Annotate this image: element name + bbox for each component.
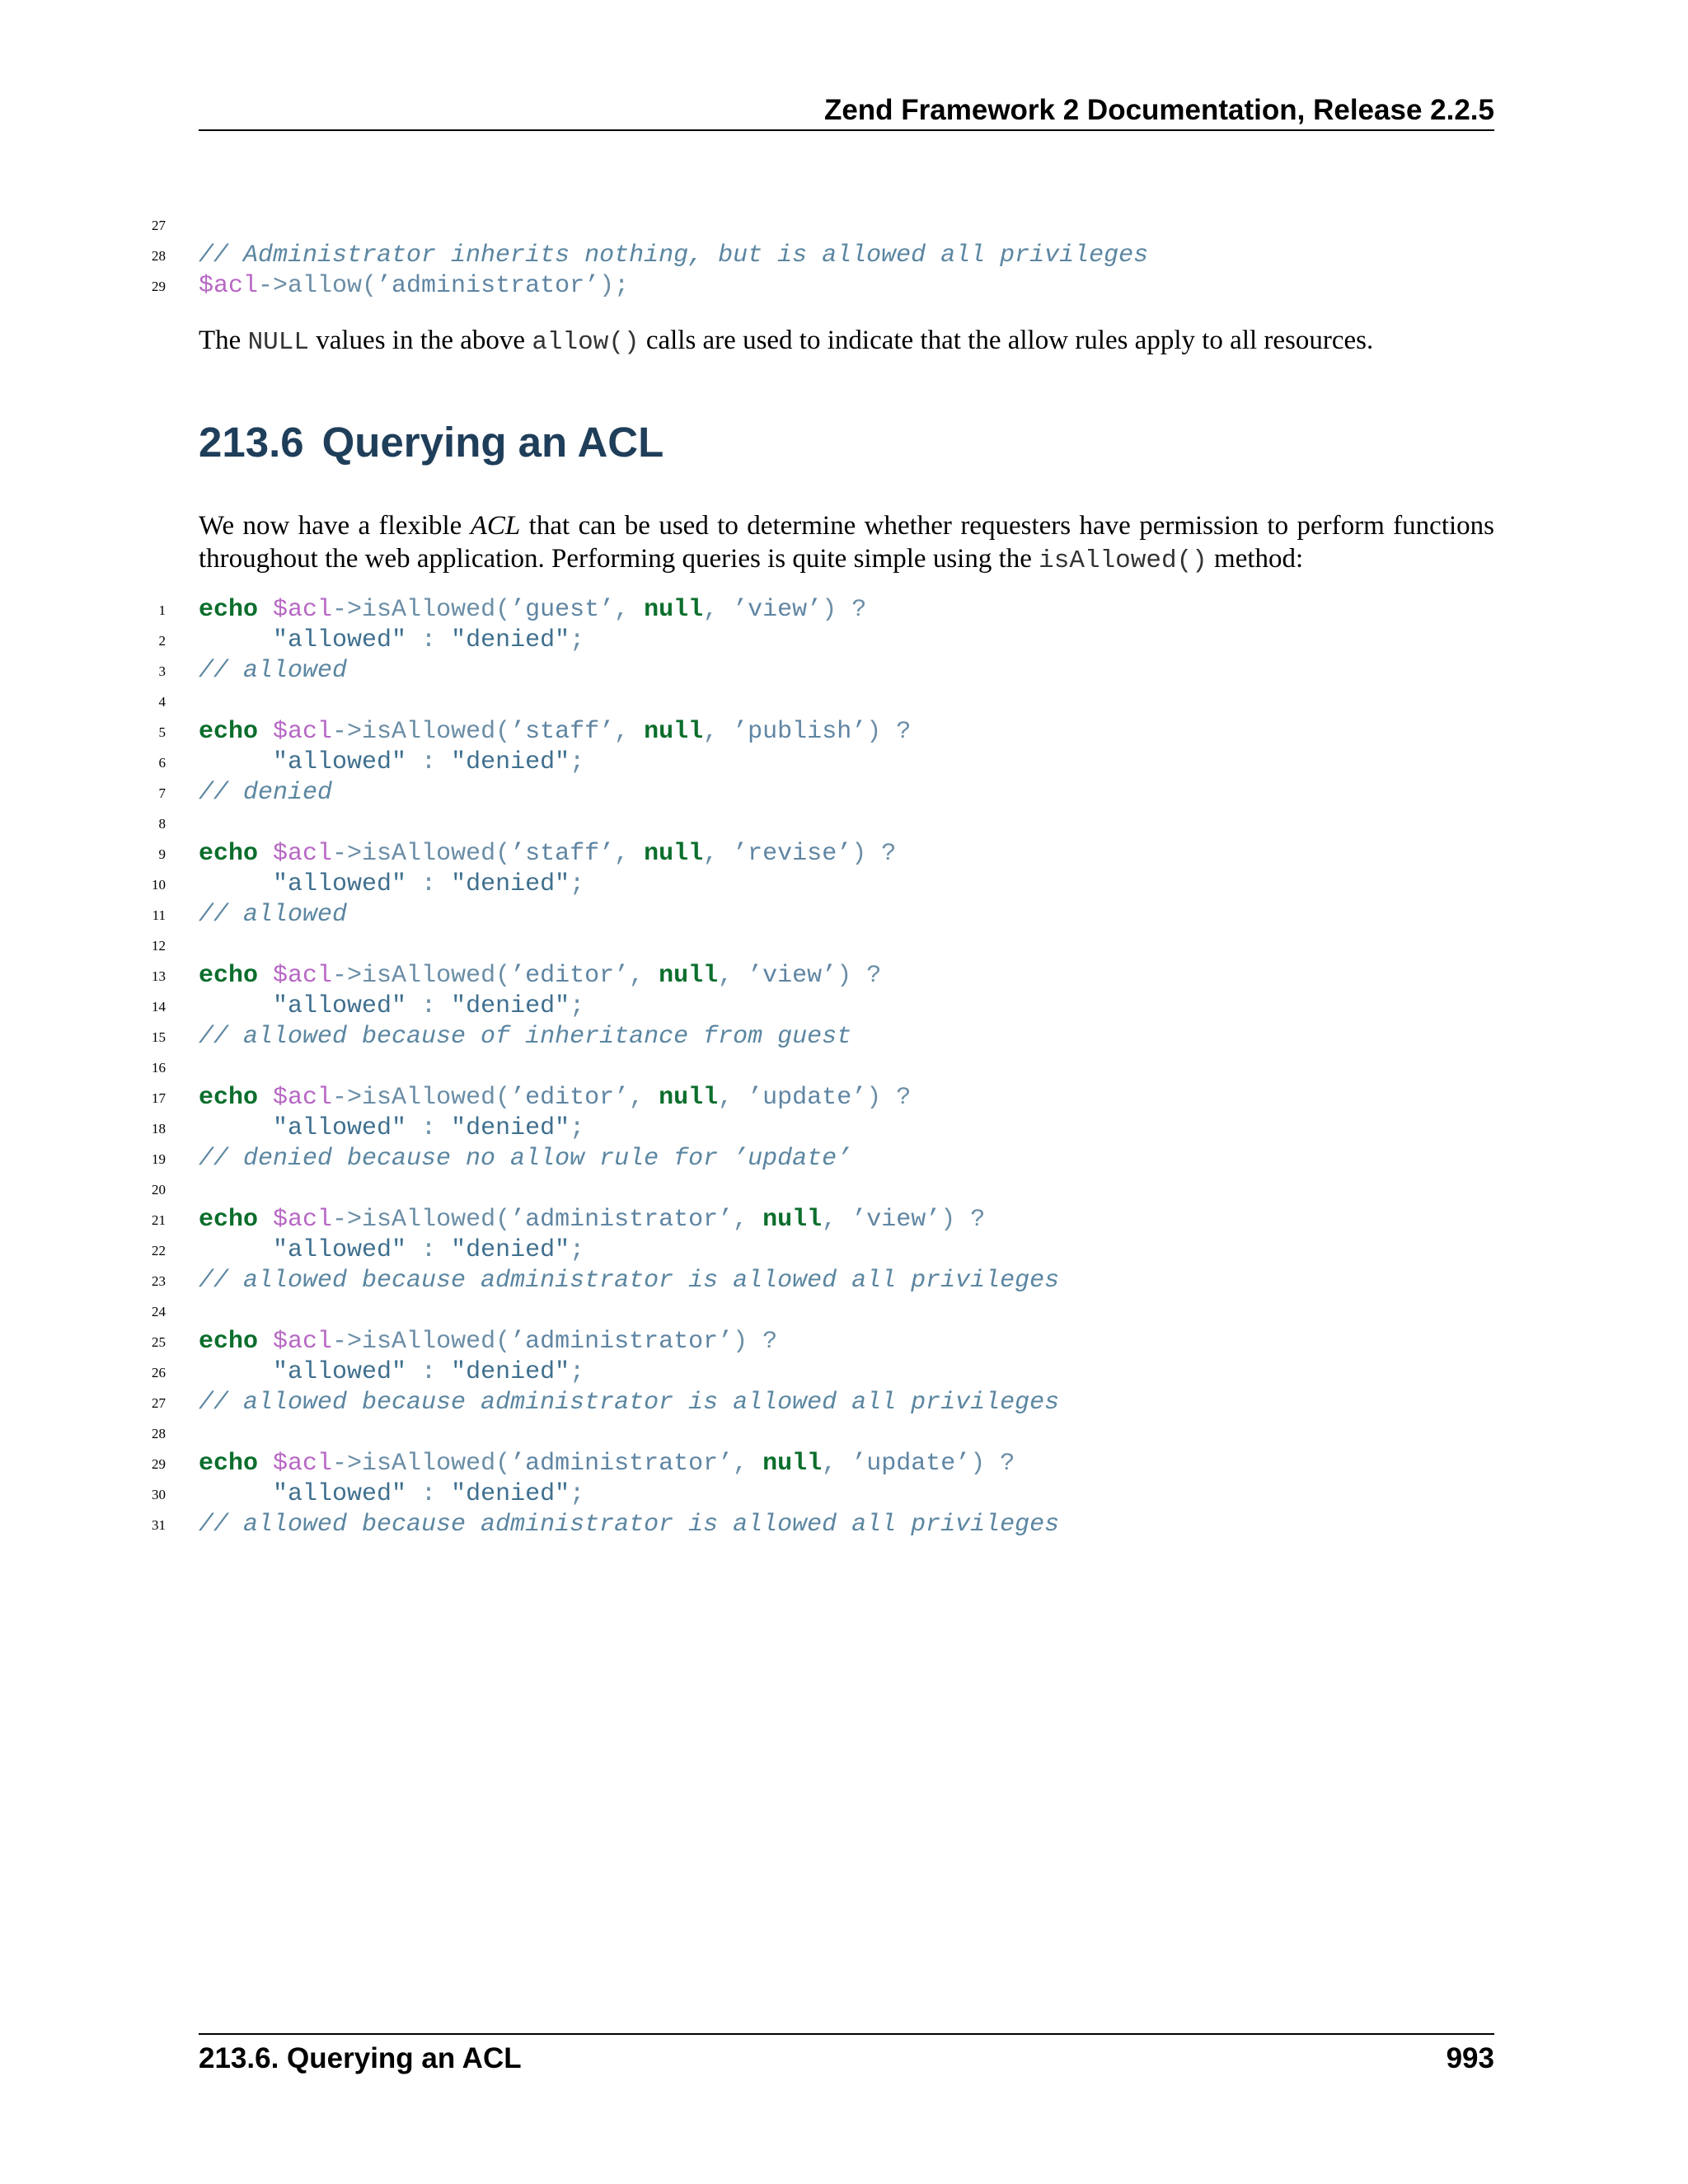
code-line — [152, 1449, 1059, 1479]
line-number: 9 — [158, 846, 166, 862]
code-token: ’guest’ — [510, 596, 615, 624]
code-token: ->isAllowed( — [332, 962, 511, 990]
code-token: : — [406, 1358, 452, 1386]
code-token — [258, 596, 273, 624]
code-token: "denied" — [451, 1358, 570, 1386]
line-number: 10 — [152, 877, 166, 893]
code-token: ’view’ — [748, 962, 837, 990]
code-line — [152, 1052, 1059, 1083]
code-block-isallowed-queries — [152, 595, 1060, 1540]
line-number: 25 — [152, 1334, 166, 1350]
line-number: 11 — [152, 907, 166, 923]
code-line — [152, 1144, 1059, 1174]
code-token: // allowed — [199, 657, 348, 685]
line-number: 18 — [152, 1121, 166, 1137]
line-number: 17 — [152, 1090, 166, 1106]
code-token: ; — [570, 626, 585, 654]
code-token: echo — [199, 1328, 259, 1356]
code-token: "allowed" — [273, 748, 407, 776]
section-title-text: Querying an ACL — [321, 419, 664, 466]
code-token: : — [406, 1114, 452, 1142]
code-token: null — [659, 962, 719, 990]
line-number: 23 — [152, 1273, 166, 1289]
code-token: echo — [199, 718, 259, 746]
line-number: 29 — [152, 279, 166, 294]
code-line — [152, 869, 1059, 900]
code-token: null — [644, 718, 704, 746]
code-token: echo — [199, 962, 259, 990]
code-token: ; — [570, 1480, 585, 1508]
code-token: null — [762, 1206, 823, 1234]
code-token — [258, 1328, 273, 1356]
code-token: "denied" — [451, 626, 570, 654]
code-token — [258, 1206, 273, 1234]
code-token: // denied — [199, 779, 333, 807]
code-token: ->isAllowed( — [332, 840, 511, 868]
code-token: ->allow( — [258, 272, 377, 300]
code-token: null — [659, 1084, 719, 1112]
line-number: 28 — [152, 1426, 166, 1441]
code-token: ’administrator’ — [510, 1328, 734, 1356]
code-token: : — [406, 1480, 452, 1508]
code-token: : — [406, 870, 452, 898]
paragraph-querying-intro — [199, 509, 1494, 578]
para-text: The — [199, 326, 248, 355]
code-line — [152, 1235, 1059, 1266]
code-token: ->isAllowed( — [332, 1206, 511, 1234]
code-token: : — [406, 626, 452, 654]
code-token: // allowed — [199, 901, 348, 929]
code-token: ’update’ — [851, 1450, 971, 1478]
code-token: : — [406, 992, 452, 1020]
code-token: ->isAllowed( — [332, 596, 511, 624]
code-token: ’view’ — [851, 1206, 941, 1234]
code-token: ’administrator’ — [510, 1450, 734, 1478]
code-token: ’publish’ — [733, 718, 867, 746]
code-token: , — [703, 840, 734, 868]
code-token: ; — [570, 748, 585, 776]
paragraph-null-values — [199, 324, 1494, 359]
line-number: 3 — [158, 663, 166, 679]
code-line — [152, 930, 1059, 961]
code-token: ; — [570, 1114, 585, 1142]
code-token: , — [629, 962, 659, 990]
code-token: : — [406, 1236, 452, 1264]
code-token: ->isAllowed( — [332, 1328, 511, 1356]
code-line — [152, 900, 1059, 930]
code-token: "allowed" — [273, 1114, 407, 1142]
page-number: 993 — [1446, 2042, 1494, 2074]
code-token: ’administrator’ — [377, 272, 600, 300]
code-line — [152, 1205, 1059, 1235]
inline-code-allow: allow() — [532, 328, 640, 357]
code-token: ; — [570, 870, 585, 898]
code-token: ); — [599, 272, 630, 300]
code-token: , — [733, 1450, 763, 1478]
line-number: 27 — [152, 1395, 166, 1411]
line-number: 12 — [152, 938, 166, 954]
line-number: 26 — [152, 1365, 166, 1380]
code-token: // Administrator inherits nothing, but is allowed all privileges — [199, 241, 1149, 269]
code-token: "allowed" — [273, 1480, 407, 1508]
code-line — [152, 1388, 1060, 1418]
code-line — [158, 626, 1059, 656]
code-line — [158, 778, 1059, 808]
code-token — [199, 870, 273, 898]
code-token: ) ? — [970, 1450, 1015, 1478]
code-block-acl-allow — [152, 210, 1149, 302]
code-token: , — [614, 840, 645, 868]
line-number: 22 — [152, 1243, 166, 1258]
code-token: $acl — [273, 1206, 333, 1234]
code-token: "allowed" — [273, 626, 407, 654]
code-token: // allowed because administrator is allowed all privileges — [199, 1267, 1060, 1295]
code-line — [152, 1510, 1060, 1540]
line-number: 14 — [152, 999, 166, 1015]
code-token: ; — [570, 1358, 585, 1386]
code-token — [199, 1114, 273, 1142]
code-token: , — [703, 718, 734, 746]
code-token: ; — [570, 992, 585, 1020]
code-line — [158, 656, 1059, 687]
line-number: 29 — [152, 1456, 166, 1472]
line-number: 16 — [152, 1060, 166, 1076]
line-number: 8 — [158, 816, 166, 832]
code-token: echo — [199, 596, 259, 624]
code-token: , — [718, 962, 748, 990]
code-token: ->isAllowed( — [332, 718, 511, 746]
inline-code-null: NULL — [247, 328, 309, 357]
code-token: ) ? — [851, 840, 897, 868]
code-token: ) ? — [866, 718, 912, 746]
code-token — [199, 748, 273, 776]
code-token: $acl — [273, 840, 333, 868]
code-token: echo — [199, 840, 259, 868]
emphasis-acl: ACL — [470, 511, 521, 541]
code-token — [199, 626, 273, 654]
section-heading — [199, 416, 663, 469]
code-line — [152, 1113, 1059, 1144]
code-token: "denied" — [451, 992, 570, 1020]
code-token: ) ? — [866, 1084, 912, 1112]
code-token: "denied" — [451, 870, 570, 898]
line-number: 21 — [152, 1212, 166, 1228]
code-line — [152, 1357, 1059, 1388]
code-token: ’view’ — [733, 596, 823, 624]
code-token: , — [703, 596, 734, 624]
code-token: $acl — [273, 1328, 333, 1356]
para-text: method: — [1207, 544, 1304, 574]
code-token: , — [822, 1450, 852, 1478]
line-number: 24 — [152, 1304, 166, 1319]
code-line — [152, 1327, 1059, 1357]
code-token — [199, 1480, 273, 1508]
code-token: $acl — [273, 1450, 333, 1478]
line-number: 31 — [152, 1517, 166, 1533]
code-token: "allowed" — [273, 1236, 407, 1264]
code-token: ; — [570, 1236, 585, 1264]
code-token: // allowed because administrator is allowed all privileges — [199, 1511, 1060, 1539]
code-token: ) ? — [822, 596, 867, 624]
code-line — [158, 717, 1059, 748]
code-token: // denied because no allow rule for ’update’ — [199, 1145, 852, 1173]
footer-bar — [199, 2041, 1494, 2077]
line-number: 19 — [152, 1151, 166, 1167]
code-line — [152, 1022, 1059, 1052]
code-line — [152, 1266, 1060, 1296]
line-number: 27 — [152, 218, 166, 233]
code-token: : — [406, 748, 452, 776]
code-token: ’revise’ — [733, 840, 852, 868]
code-token: "denied" — [451, 748, 570, 776]
code-token — [258, 1450, 273, 1478]
code-token: ’administrator’ — [510, 1206, 734, 1234]
code-token: "allowed" — [273, 870, 407, 898]
code-token: // allowed because of inheritance from guest — [199, 1023, 852, 1051]
code-token: null — [762, 1450, 823, 1478]
code-line — [152, 961, 1059, 991]
code-token: "denied" — [451, 1236, 570, 1264]
code-line — [152, 1296, 1059, 1327]
code-line — [158, 808, 1059, 839]
line-number: 7 — [158, 785, 166, 801]
header-rule — [199, 129, 1494, 131]
code-token: ->isAllowed( — [332, 1084, 511, 1112]
code-token: $acl — [273, 596, 333, 624]
code-token: echo — [199, 1206, 259, 1234]
para-text: calls are used to indicate that the allow rules apply to all resources. — [639, 326, 1374, 355]
code-line — [158, 595, 1059, 626]
code-token — [258, 1084, 273, 1112]
code-token: ’staff’ — [510, 718, 615, 746]
code-token: ) ? — [733, 1328, 778, 1356]
code-line — [152, 991, 1059, 1022]
code-token: ’update’ — [748, 1084, 867, 1112]
line-number: 30 — [152, 1487, 166, 1502]
line-number: 28 — [152, 248, 166, 264]
code-token: , — [718, 1084, 748, 1112]
code-token — [258, 840, 273, 868]
code-token: $acl — [273, 718, 333, 746]
code-token: ’editor’ — [510, 1084, 630, 1112]
code-token: , — [614, 718, 645, 746]
section-number: 213.6 — [199, 419, 304, 466]
code-line — [152, 1479, 1059, 1510]
code-line — [152, 271, 1148, 302]
para-text: values in the above — [308, 326, 532, 355]
line-number: 4 — [158, 694, 166, 710]
code-token: $acl — [199, 272, 259, 300]
code-token: , — [629, 1084, 659, 1112]
footer-section: 213.6. Querying an ACL — [199, 2042, 522, 2074]
line-number: 6 — [158, 755, 166, 771]
code-line — [152, 1418, 1059, 1449]
para-text: We now have a flexible — [199, 511, 471, 541]
code-token: ->isAllowed( — [332, 1450, 511, 1478]
code-token: // allowed because administrator is allowed all privileges — [199, 1389, 1060, 1417]
code-line — [152, 241, 1149, 271]
code-line — [158, 839, 1059, 869]
code-token — [199, 992, 273, 1020]
inline-code-isallowed: isAllowed() — [1039, 546, 1207, 575]
code-line — [158, 687, 1059, 717]
code-line — [152, 1174, 1059, 1205]
code-token: null — [644, 596, 704, 624]
code-token — [258, 718, 273, 746]
code-token: ) ? — [940, 1206, 986, 1234]
code-token — [199, 1358, 273, 1386]
code-token: echo — [199, 1084, 259, 1112]
code-token: , — [614, 596, 645, 624]
code-line — [158, 748, 1059, 778]
running-header-title: Zend Framework 2 Documentation, Release 2.2.5 — [823, 94, 1494, 126]
code-token — [258, 962, 273, 990]
para-text: that can be used to determine whether requesters have permission to perform functions throughout the web application. Performing queries is quite simple using the — [199, 511, 1495, 574]
line-number: 5 — [158, 724, 166, 740]
footer-rule — [199, 2033, 1494, 2035]
code-token: echo — [199, 1450, 259, 1478]
code-token: "allowed" — [273, 992, 407, 1020]
line-number: 13 — [152, 968, 166, 984]
code-token: ’editor’ — [510, 962, 630, 990]
line-number: 2 — [158, 633, 166, 649]
code-token: ) ? — [837, 962, 882, 990]
code-line — [152, 1083, 1059, 1113]
code-line — [152, 210, 1148, 241]
line-number: 15 — [152, 1029, 166, 1045]
line-number: 20 — [152, 1182, 166, 1197]
code-token: "denied" — [451, 1114, 570, 1142]
code-token: ’staff’ — [510, 840, 615, 868]
line-number: 1 — [158, 602, 166, 618]
code-token: "allowed" — [273, 1358, 407, 1386]
code-token — [199, 1236, 273, 1264]
code-token: , — [733, 1206, 763, 1234]
code-token: , — [822, 1206, 852, 1234]
code-token: $acl — [273, 1084, 333, 1112]
code-token: $acl — [273, 962, 333, 990]
code-token: null — [644, 840, 704, 868]
code-token: "denied" — [451, 1480, 570, 1508]
